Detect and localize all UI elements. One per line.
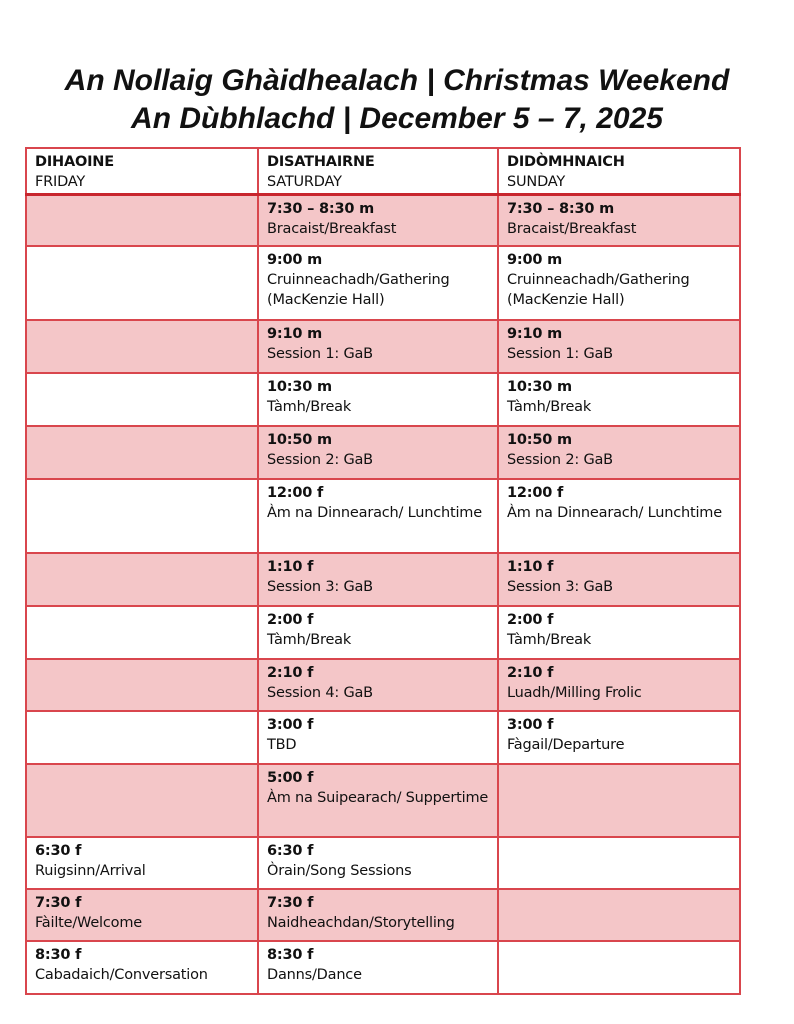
cell-saturday (258, 553, 498, 606)
schedule-row (26, 320, 740, 373)
cell-saturday (258, 426, 498, 479)
event-time: 12:00 f (507, 485, 564, 501)
cell-friday (26, 373, 258, 426)
header-friday (26, 148, 258, 195)
event-time: 6:30 f (35, 843, 82, 859)
cell-sunday (498, 320, 740, 373)
event-name: Cruinneachadh/Gathering (MacKenzie Hall) (507, 272, 690, 308)
event-name: Ruigsinn/Arrival (35, 863, 146, 879)
cell-friday (26, 426, 258, 479)
day-gaelic: DISATHAIRNE (267, 154, 375, 170)
schedule-table (25, 147, 741, 995)
cell-saturday (258, 479, 498, 553)
event-time: 3:00 f (267, 717, 314, 733)
cell-friday (26, 941, 258, 994)
title-line-2: An Dùbhlachd | December 5 – 7, 2025 (131, 102, 663, 135)
cell-sunday (498, 764, 740, 837)
cell-saturday (258, 764, 498, 837)
cell-sunday (498, 941, 740, 994)
cell-sunday (498, 479, 740, 553)
event-name: Òrain/Song Sessions (267, 863, 412, 879)
schedule-row (26, 246, 740, 320)
event-name: Cruinneachadh/Gathering (MacKenzie Hall) (267, 272, 450, 308)
cell-sunday (498, 373, 740, 426)
cell-saturday (258, 320, 498, 373)
event-time: 7:30 f (267, 895, 314, 911)
event-name: Tàmh/Break (267, 399, 352, 415)
day-english: FRIDAY (35, 174, 86, 190)
header-sunday (498, 148, 740, 195)
cell-friday (26, 764, 258, 837)
cell-saturday (258, 195, 498, 247)
event-time: 7:30 – 8:30 m (507, 201, 615, 217)
cell-saturday (258, 373, 498, 426)
schedule-row (26, 606, 740, 659)
cell-friday (26, 659, 258, 711)
event-time: 10:30 m (507, 379, 572, 395)
schedule-row (26, 659, 740, 711)
event-name: Session 2: GaB (507, 452, 613, 468)
event-name: Naidheachdan/Storytelling (267, 915, 455, 931)
event-time: 3:00 f (507, 717, 554, 733)
event-name: Danns/Dance (267, 967, 362, 983)
schedule-row (26, 941, 740, 994)
cell-saturday (258, 606, 498, 659)
event-time: 10:50 m (267, 432, 332, 448)
event-time: 7:30 – 8:30 m (267, 201, 375, 217)
title-line-1: An Nollaig Ghàidhealach | Christmas Weekend (64, 64, 730, 97)
event-time: 9:10 m (507, 326, 563, 342)
event-time: 10:50 m (507, 432, 572, 448)
cell-saturday (258, 889, 498, 941)
cell-saturday (258, 941, 498, 994)
event-time: 5:00 f (267, 770, 314, 786)
event-name: TBD (267, 737, 297, 753)
cell-friday (26, 889, 258, 941)
cell-friday (26, 320, 258, 373)
event-name: Tàmh/Break (267, 632, 352, 648)
cell-friday (26, 606, 258, 659)
day-english: SUNDAY (507, 174, 566, 190)
header-row (26, 148, 740, 195)
event-name: Bracaist/Breakfast (267, 221, 397, 237)
cell-sunday (498, 426, 740, 479)
event-name: Bracaist/Breakfast (507, 221, 637, 237)
cell-sunday (498, 553, 740, 606)
event-name: Tàmh/Break (507, 399, 592, 415)
event-name: Tàmh/Break (507, 632, 592, 648)
cell-saturday (258, 711, 498, 764)
schedule-row (26, 837, 740, 889)
event-time: 9:00 m (267, 252, 323, 268)
event-name: Session 3: GaB (267, 579, 373, 595)
cell-friday (26, 246, 258, 320)
event-name: Session 2: GaB (267, 452, 373, 468)
event-time: 6:30 f (267, 843, 314, 859)
cell-sunday (498, 659, 740, 711)
schedule-row (26, 426, 740, 479)
cell-saturday (258, 837, 498, 889)
day-gaelic: DIHAOINE (35, 154, 114, 170)
schedule-row (26, 479, 740, 553)
cell-friday (26, 195, 258, 247)
schedule-row (26, 764, 740, 837)
schedule-row (26, 889, 740, 941)
cell-sunday (498, 837, 740, 889)
cell-saturday (258, 246, 498, 320)
cell-sunday (498, 606, 740, 659)
event-name: Àm na Suipearach/ Suppertime (267, 790, 489, 806)
cell-saturday (258, 659, 498, 711)
event-name: Cabadaich/Conversation (35, 967, 208, 983)
event-name: Àm na Dinnearach/ Lunchtime (507, 505, 722, 521)
day-english: SATURDAY (267, 174, 342, 190)
event-time: 2:00 f (507, 612, 554, 628)
event-time: 9:10 m (267, 326, 323, 342)
event-name: Fàgail/Departure (507, 737, 625, 753)
schedule-row (26, 553, 740, 606)
event-time: 1:10 f (267, 559, 314, 575)
event-name: Session 1: GaB (267, 346, 373, 362)
event-time: 2:10 f (507, 665, 554, 681)
event-name: Luadh/Milling Frolic (507, 685, 642, 701)
event-name: Àm na Dinnearach/ Lunchtime (267, 505, 482, 521)
event-name: Session 4: GaB (267, 685, 373, 701)
cell-friday (26, 479, 258, 553)
event-name: Session 1: GaB (507, 346, 613, 362)
event-time: 12:00 f (267, 485, 324, 501)
schedule-row (26, 711, 740, 764)
event-time: 1:10 f (507, 559, 554, 575)
schedule-row (26, 195, 740, 247)
event-time: 8:30 f (267, 947, 314, 963)
event-time: 10:30 m (267, 379, 332, 395)
event-name: Session 3: GaB (507, 579, 613, 595)
cell-friday (26, 553, 258, 606)
cell-sunday (498, 195, 740, 247)
event-time: 9:00 m (507, 252, 563, 268)
day-gaelic: DIDÒMHNAICH (507, 154, 625, 170)
header-saturday (258, 148, 498, 195)
cell-sunday (498, 711, 740, 764)
cell-sunday (498, 246, 740, 320)
event-time: 7:30 f (35, 895, 82, 911)
event-name: Fàilte/Welcome (35, 915, 142, 931)
cell-friday (26, 711, 258, 764)
event-time: 2:00 f (267, 612, 314, 628)
schedule-row (26, 373, 740, 426)
event-time: 8:30 f (35, 947, 82, 963)
cell-sunday (498, 889, 740, 941)
event-time: 2:10 f (267, 665, 314, 681)
cell-friday (26, 837, 258, 889)
